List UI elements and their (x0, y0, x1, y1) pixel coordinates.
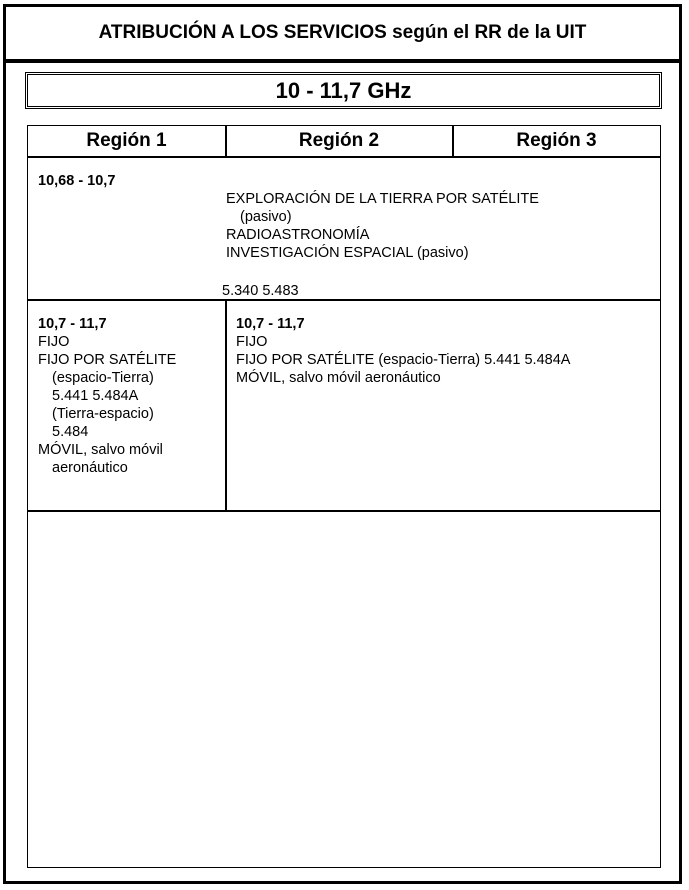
service-line: RADIOASTRONOMÍA (226, 227, 370, 243)
row1-services (226, 190, 539, 262)
service-line: INVESTIGACIÓN ESPACIAL (pasivo) (226, 245, 469, 261)
row2-divider (225, 300, 227, 511)
service-line: EXPLORACIÓN DE LA TIERRA POR SATÉLITE (226, 191, 539, 207)
service-line: 5.441 5.484A (52, 388, 139, 404)
frequency-band-title: 10 - 11,7 GHz (27, 74, 660, 107)
service-line: FIJO (38, 334, 70, 350)
row2-region23-frequency: 10,7 - 11,7 (236, 316, 305, 332)
service-line: MÓVIL, salvo móvil aeronáutico (236, 370, 441, 386)
page-title: ATRIBUCIÓN A LOS SERVICIOS según el RR de la UIT (6, 7, 679, 63)
header-rule (28, 156, 660, 158)
service-line: MÓVIL, salvo móvil (38, 442, 163, 458)
service-line: FIJO (236, 334, 268, 350)
service-line: FIJO POR SATÉLITE (espacio-Tierra) 5.441 5.484A (236, 352, 571, 368)
row2-region1-frequency: 10,7 - 11,7 (38, 316, 107, 332)
service-line: 5.484 (52, 424, 89, 440)
service-line: (Tierra-espacio) (52, 406, 154, 422)
header-region-1: Región 1 (86, 130, 167, 151)
row-rule (28, 299, 660, 301)
service-line: (espacio-Tierra) (52, 370, 154, 386)
header-divider (452, 126, 454, 156)
service-line: aeronáutico (52, 460, 128, 476)
service-line: (pasivo) (240, 209, 292, 225)
row-rule (28, 510, 660, 512)
header-region-3: Región 3 (516, 130, 597, 151)
header-region-2: Región 2 (298, 130, 380, 151)
row2-region1-cell (38, 315, 176, 477)
header-divider (225, 126, 227, 156)
service-line: FIJO POR SATÉLITE (38, 352, 177, 368)
allocation-table (27, 125, 661, 868)
row2-region23-cell (236, 315, 570, 387)
row1-frequency: 10,68 - 10,7 (38, 173, 116, 189)
row1-footnotes: 5.340 5.483 (222, 283, 299, 299)
